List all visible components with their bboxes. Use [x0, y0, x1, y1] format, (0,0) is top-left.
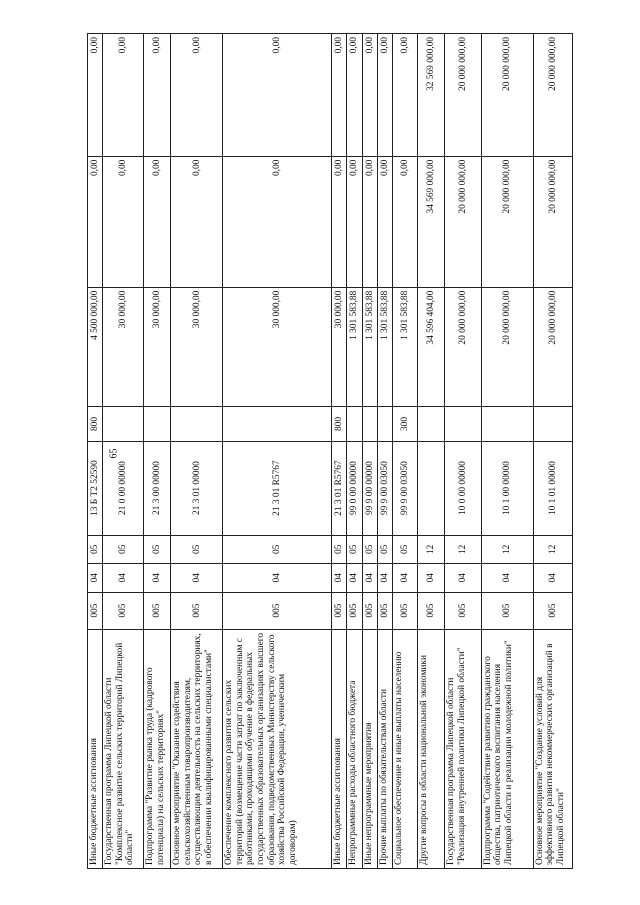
- table-row: [332, 34, 347, 869]
- page-number: 65: [108, 448, 120, 459]
- target-article-code: 13 Б Т2 52590: [88, 441, 103, 535]
- expense-type-code: 800: [332, 407, 347, 441]
- gr-code: 005: [332, 592, 347, 629]
- target-article-code: 99 9 00 03050: [393, 441, 418, 535]
- subsection-code: 05: [223, 535, 332, 563]
- row-name: Иные бюджетные ассигнования: [88, 629, 103, 868]
- amount-year2: 0,00: [88, 156, 103, 287]
- amount-year3: 0,00: [332, 34, 347, 157]
- section-code: 04: [103, 564, 144, 592]
- gr-code: 005: [393, 592, 418, 629]
- amount-year2: 0,00: [103, 156, 144, 287]
- expense-type-code: [481, 407, 533, 441]
- subsection-code: 12: [418, 535, 445, 563]
- amount-year2: 0,00: [171, 156, 223, 287]
- row-name: Иные бюджетные ассигнования: [332, 629, 347, 868]
- amount-year3: 20 000 000,00: [481, 34, 533, 157]
- amount-year1: 20 000 000,00: [533, 287, 572, 407]
- amount-year2: 0,00: [393, 156, 418, 287]
- target-article-code: 99 9 00 00000: [362, 441, 377, 535]
- target-article-code: 10 1 00 00000: [481, 441, 533, 535]
- row-name: Подпрограмма "Развитие рынка труда (кадрового потенциала) на сельских территориях": [144, 629, 171, 868]
- expense-type-code: [445, 407, 481, 441]
- gr-code: 005: [481, 592, 533, 629]
- amount-year2: 34 569 000,00: [418, 156, 445, 287]
- amount-year3: 0,00: [144, 34, 171, 157]
- expense-type-code: [103, 407, 144, 441]
- amount-year1: 20 000 000,00: [445, 287, 481, 407]
- row-name: Государственная программа Липецкой области "Комплексное развитие сельских территорий Липецкой области": [103, 629, 144, 868]
- gr-code: 005: [445, 592, 481, 629]
- subsection-code: 05: [378, 535, 393, 563]
- amount-year3: 0,00: [362, 34, 377, 157]
- subsection-code: 05: [347, 535, 362, 563]
- row-name: Социальное обеспечение и иные выплаты населению: [393, 629, 418, 868]
- expense-type-code: 800: [88, 407, 103, 441]
- gr-code: 005: [362, 592, 377, 629]
- amount-year2: 0,00: [378, 156, 393, 287]
- table-row: [393, 34, 418, 869]
- row-name: Другие вопросы в области национальной экономики: [418, 629, 445, 868]
- gr-code: 005: [171, 592, 223, 629]
- amount-year3: 32 569 000,00: [418, 34, 445, 157]
- section-code: 04: [362, 564, 377, 592]
- amount-year1: 1 301 583,88: [378, 287, 393, 407]
- amount-year1: 34 596 404,00: [418, 287, 445, 407]
- row-name: Непрограммные расходы областного бюджета: [347, 629, 362, 868]
- expense-type-code: [418, 407, 445, 441]
- table-row: [171, 34, 223, 869]
- subsection-code: 12: [533, 535, 572, 563]
- gr-code: 005: [533, 592, 572, 629]
- amount-year2: 0,00: [347, 156, 362, 287]
- gr-code: 005: [378, 592, 393, 629]
- table-row: [144, 34, 171, 869]
- row-name: Основное мероприятие "Оказание содействия сельскохозяйственным товаропроизводителям, осуществляющим деятельность на сельских территориях, в обеспечении квалифицированными специалистами": [171, 629, 223, 868]
- target-article-code: 99 9 00 03050: [378, 441, 393, 535]
- amount-year1: 30 000,00: [332, 287, 347, 407]
- amount-year3: 0,00: [88, 34, 103, 157]
- amount-year1: 30 000,00: [103, 287, 144, 407]
- section-code: 04: [445, 564, 481, 592]
- target-article-code: 21 3 01 00000: [171, 441, 223, 535]
- target-article-code: 10 0 00 00000: [445, 441, 481, 535]
- row-name: Обеспечение комплексного развития сельских территорий (возмещение части затрат по заключенным с работниками, проходящими обучение в федеральных государственных образовательных организациях высшего образования, подведомственных Министерству сельского хозяйства Российской Федерации, ученическим договорам): [223, 629, 332, 868]
- section-code: 04: [481, 564, 533, 592]
- table-row: [88, 34, 103, 869]
- expense-type-code: [223, 407, 332, 441]
- budget-table: [87, 33, 573, 869]
- target-article-code: [418, 441, 445, 535]
- subsection-code: 12: [445, 535, 481, 563]
- section-code: 04: [418, 564, 445, 592]
- row-name: Подпрограмма "Содействие развитию гражданского общества, патриотического воспитания населения Липецкой области и реализации молодежной политики": [481, 629, 533, 868]
- gr-code: 005: [418, 592, 445, 629]
- amount-year1: 1 301 583,88: [393, 287, 418, 407]
- subsection-code: 05: [332, 535, 347, 563]
- amount-year2: 20 000 000,00: [445, 156, 481, 287]
- expense-type-code: [171, 407, 223, 441]
- section-code: 04: [171, 564, 223, 592]
- gr-code: 005: [347, 592, 362, 629]
- subsection-code: 05: [393, 535, 418, 563]
- amount-year1: 1 301 583,88: [347, 287, 362, 407]
- expense-type-code: [347, 407, 362, 441]
- target-article-code: 21 0 00 00000: [103, 441, 144, 535]
- table-row: [223, 34, 332, 869]
- gr-code: 005: [223, 592, 332, 629]
- table-row: [481, 34, 533, 869]
- section-code: 04: [533, 564, 572, 592]
- table-row: [418, 34, 445, 869]
- gr-code: 005: [103, 592, 144, 629]
- amount-year3: 20 000 000,00: [533, 34, 572, 157]
- section-code: 04: [378, 564, 393, 592]
- section-code: 04: [144, 564, 171, 592]
- amount-year2: 0,00: [144, 156, 171, 287]
- amount-year3: 0,00: [347, 34, 362, 157]
- table-row: [378, 34, 393, 869]
- amount-year1: 30 000,00: [223, 287, 332, 407]
- section-code: 04: [332, 564, 347, 592]
- table-row: [362, 34, 377, 869]
- expense-type-code: 300: [393, 407, 418, 441]
- amount-year1: 20 000 000,00: [481, 287, 533, 407]
- row-name: Государственная программа Липецкой области "Реализация внутренней политики Липецкой области": [445, 629, 481, 868]
- row-name: Прочие выплаты по обязательствам области: [378, 629, 393, 868]
- table-container: [87, 33, 573, 869]
- target-article-code: 21 3 01 R5767: [332, 441, 347, 535]
- gr-code: 005: [144, 592, 171, 629]
- target-article-code: 99 0 00 00000: [347, 441, 362, 535]
- amount-year1: 4 500 000,00: [88, 287, 103, 407]
- table-row: [347, 34, 362, 869]
- row-name: Иные непрограммные мероприятия: [362, 629, 377, 868]
- subsection-code: 05: [88, 535, 103, 563]
- expense-type-code: [362, 407, 377, 441]
- row-name: Основное мероприятие "Создание условий для эффективного развития некоммерческих организаций в Липецкой области": [533, 629, 572, 868]
- amount-year2: 0,00: [223, 156, 332, 287]
- table-row: [103, 34, 144, 869]
- amount-year3: 0,00: [393, 34, 418, 157]
- expense-type-code: [533, 407, 572, 441]
- section-code: 04: [88, 564, 103, 592]
- expense-type-code: [378, 407, 393, 441]
- subsection-code: 05: [171, 535, 223, 563]
- target-article-code: 21 3 01 R5767: [223, 441, 332, 535]
- amount-year3: 0,00: [103, 34, 144, 157]
- table-row: [445, 34, 481, 869]
- target-article-code: 10 1 01 00000: [533, 441, 572, 535]
- gr-code: 005: [88, 592, 103, 629]
- subsection-code: 05: [103, 535, 144, 563]
- amount-year3: 0,00: [223, 34, 332, 157]
- section-code: 04: [347, 564, 362, 592]
- section-code: 04: [223, 564, 332, 592]
- amount-year2: 0,00: [362, 156, 377, 287]
- amount-year1: 1 301 583,88: [362, 287, 377, 407]
- subsection-code: 05: [362, 535, 377, 563]
- subsection-code: 12: [481, 535, 533, 563]
- subsection-code: 05: [144, 535, 171, 563]
- amount-year2: 20 000 000,00: [533, 156, 572, 287]
- expense-type-code: [144, 407, 171, 441]
- amount-year2: 20 000 000,00: [481, 156, 533, 287]
- amount-year1: 30 000,00: [171, 287, 223, 407]
- amount-year3: 0,00: [378, 34, 393, 157]
- amount-year1: 30 000,00: [144, 287, 171, 407]
- amount-year3: 20 000 000,00: [445, 34, 481, 157]
- amount-year3: 0,00: [171, 34, 223, 157]
- target-article-code: 21 3 00 00000: [144, 441, 171, 535]
- table-row: [533, 34, 572, 869]
- section-code: 04: [393, 564, 418, 592]
- amount-year2: 0,00: [332, 156, 347, 287]
